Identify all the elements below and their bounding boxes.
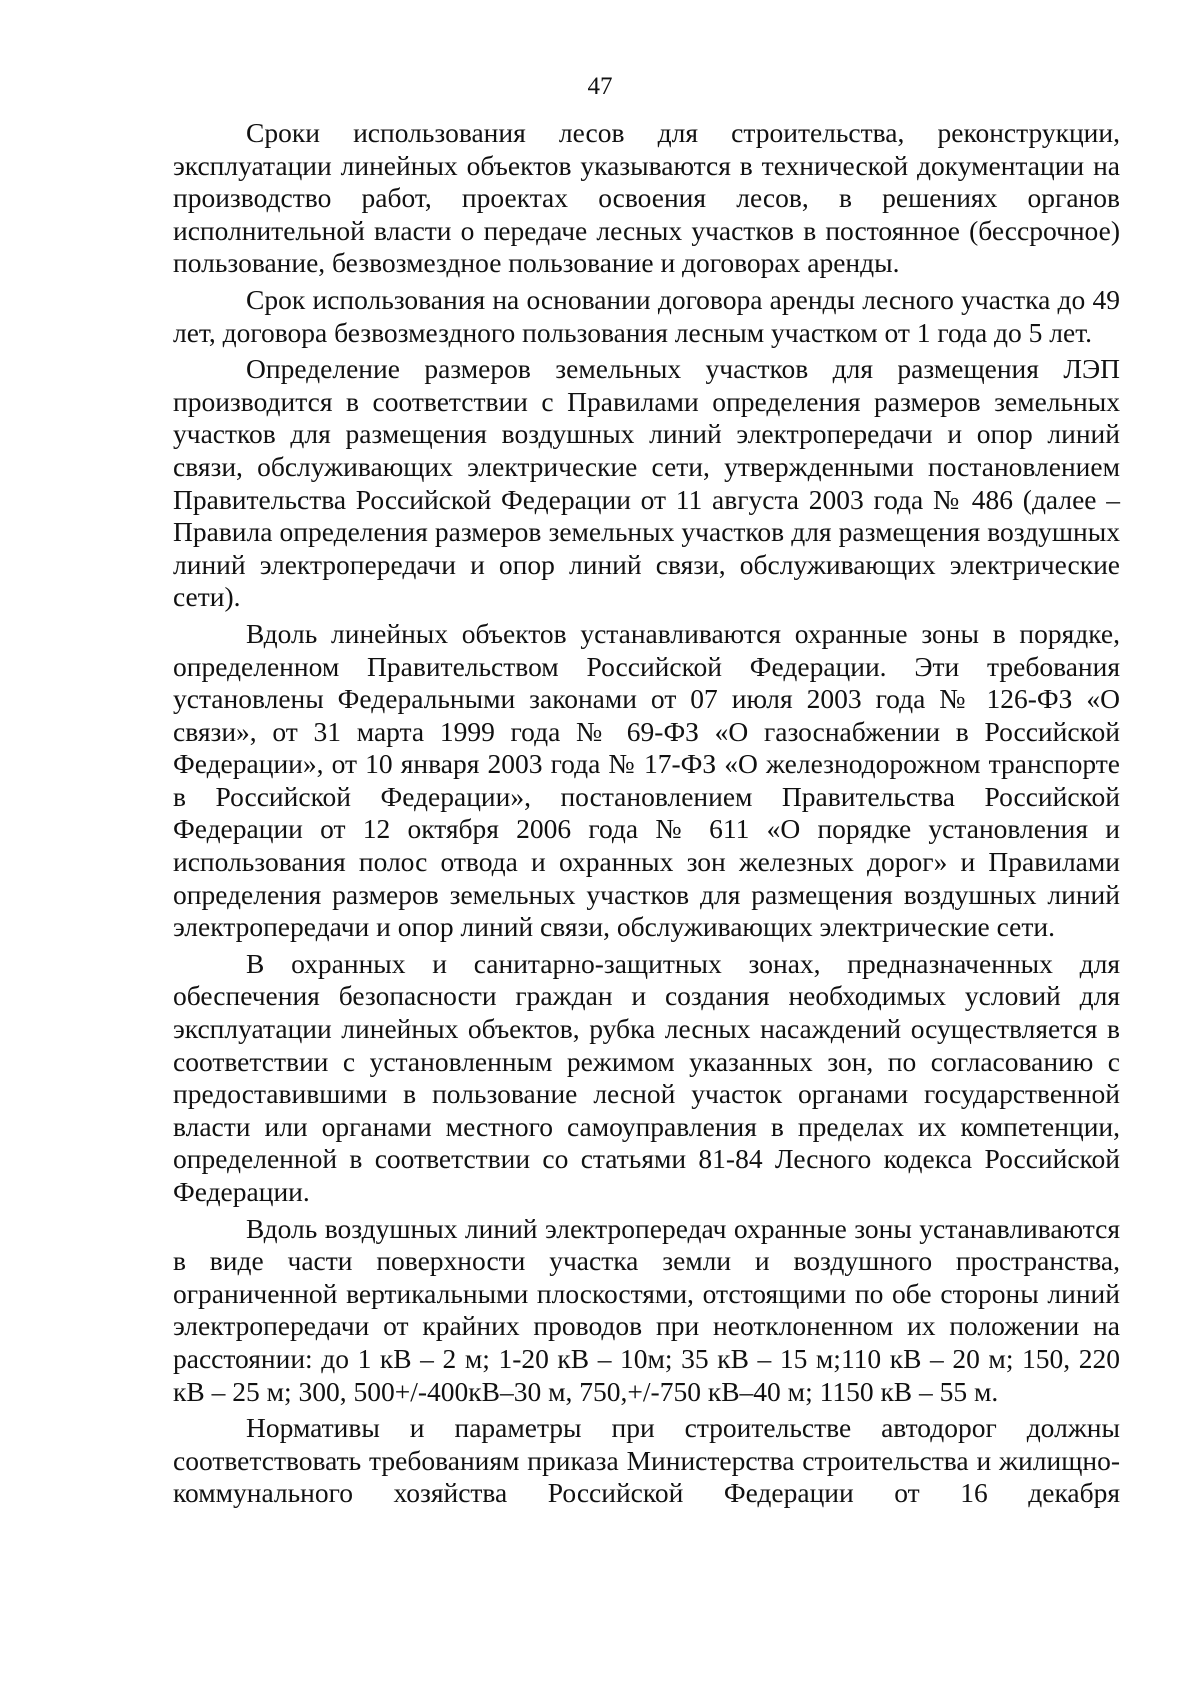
document-body (173, 117, 1120, 1514)
paragraph-power-line-zone-distances: Вдоль воздушных линий электропередач охранные зоны устанавливаются в виде части поверхности участка земли и воздушного пространства, ограниченной вертикальными плоскостями, отстоящими по обе стороны линий электропередачи от крайних проводов при неотклоненном их положении на расстоянии: до 1 кВ – 2 м; 1-20 кВ – 10м; 35 кВ – 15 м;110 кВ – 20 м; 150, 220 кВ – 25 м; 300, 500+/-400кВ–30 м, 750,+/-750 кВ–40 м; 1150 кВ – 55 м. (173, 1212, 1120, 1407)
paragraph-road-construction-norms: Нормативы и параметры при строительстве автодорог должны соответствовать требованиям приказа Министерства строительства и жилищно-коммунального хозяйства Российской Федерации от 16 декабря (173, 1412, 1120, 1509)
paragraph-lease-duration: Срок использования на основании договора аренды лесного участка до 49 лет, договора безвозмездного пользования лесным участком от 1 года до 5 лет. (173, 283, 1120, 348)
paragraph-sanitary-zones-logging: В охранных и санитарно-защитных зонах, предназначенных для обеспечения безопасности граждан и создания необходимых условий для эксплуатации линейных объектов, рубка лесных насаждений осуществляется в соответствии с установленным режимом указанных зон, по согласованию с предоставившими в пользование лесной участок органами государственной власти или органами местного самоуправления в пределах их компетенции, определенной в соответствии со статьями 81-84 Лесного кодекса Российской Федерации. (173, 947, 1120, 1207)
paragraph-forest-use-terms: Сроки использования лесов для строительства, реконструкции, эксплуатации линейных объектов указываются в технической документации на производство работ, проектах освоения лесов, в решениях органов исполнительной власти о передаче лесных участков в постоянное (бессрочное) пользование, безвозмездное пользование и договорах аренды. (173, 117, 1120, 279)
paragraph-power-line-plot-sizes: Определение размеров земельных участков для размещения ЛЭП производится в соответствии с Правилами определения размеров земельных участков для размещения воздушных линий электропередачи и опор линий связи, обслуживающих электрические сети, утвержденными постановлением Правительства Российской Федерации от 11 августа 2003 года № 486 (далее – Правила определения размеров земельных участков для размещения воздушных линий электропередачи и опор линий связи, обслуживающих электрические сети). (173, 353, 1120, 613)
paragraph-protection-zones: Вдоль линейных объектов устанавливаются охранные зоны в порядке, определенном Правительством Российской Федерации. Эти требования установлены Федеральными законами от 07 июля 2003 года № 126-ФЗ «О связи», от 31 марта 1999 года № 69-ФЗ «О газоснабжении в Российской Федерации», от 10 января 2003 года № 17-ФЗ «О железнодорожном транспорте в Российской Федерации», постановлением Правительства Российской Федерации от 12 октября 2006 года № 611 «О порядке установления и использования полос отвода и охранных зон железных дорог» и Правилами определения размеров земельных участков для размещения воздушных линий электропередачи и опор линий связи, обслуживающих электрические сети. (173, 617, 1120, 943)
page-number: 47 (587, 73, 613, 100)
